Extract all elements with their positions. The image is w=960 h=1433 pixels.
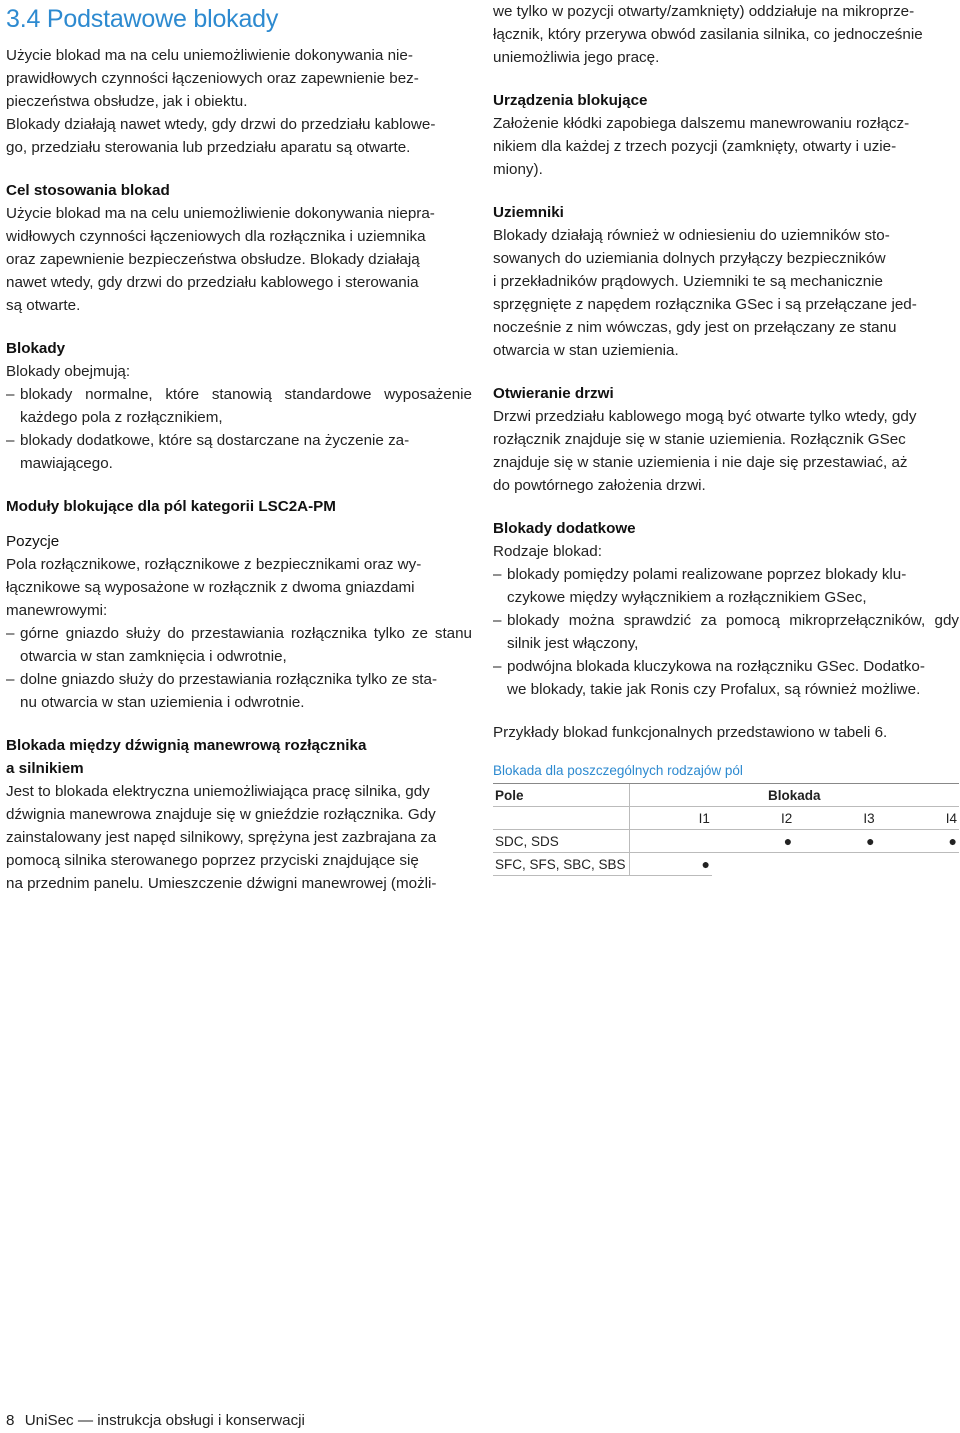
interlock-table [493,784,959,876]
footer-text: UniSec — instrukcja obsługi i konserwacji [24,1412,305,1429]
heading-moduly: Moduły blokujące dla pól kategorii LSC2A-PM [6,498,336,515]
table-caption: Blokada dla poszczególnych rodzajów pól [493,760,959,784]
heading-pozycje: Pozycje [6,533,60,550]
list-item: – blokady dodatkowe, które są dostarczane na życzenie za- mawiającego. [6,429,472,475]
table-subheader-row [493,807,959,830]
list-item: – blokady normalne, które stanowią standardowe wyposażenie każdego pola z rozłącznikiem, [6,383,472,429]
table-row [493,830,959,853]
row-label: SDC, SDS [493,830,629,853]
heading-urzadzenia: Urządzenia blokujące [493,92,648,109]
subcol-i3: I3 [794,807,876,830]
cell-dot [877,853,959,876]
heading-cel-stosowania: Cel stosowania blokad [6,182,170,199]
list-item: – podwójna blokada kluczykowa na rozłączniku GSec. Dodatko- we blokady, takie jak Ronis czy Profalux, są również możliwe. [493,655,959,701]
table-header-row [493,784,959,807]
subcol-i4: I4 [877,807,959,830]
table-row [493,853,959,876]
paragraph-blokady: Blokady obejmują: [6,363,131,380]
col-header-pole: Pole [493,784,629,807]
paragraph-urzadzenia: Założenie kłódki zapobiega dalszemu manewrowaniu rozłącz- nikiem dla każdej z trzech pozycji (zamknięty, otwarty i uzie- miony). [493,115,910,178]
paragraph-blokady-dodatkowe: Rodzaje blokad: [493,543,602,560]
cell-dot [712,853,794,876]
paragraph-pozycje: Pola rozłącznikowe, rozłącznikowe z bezpiecznikami oraz wy- łącznikowe są wyposażone w rozłącznik z dwoma gniazdami manewrowymi: [6,556,422,619]
page-number: 8 [6,1412,15,1429]
row-label: SFC, SFS, SBC, SBS [493,853,629,876]
cell-dot: ● [794,830,876,853]
heading-blokada-dzwignia: Blokada między dźwignią manewrową rozłącznika a silnikiem [6,737,367,777]
cell-dot: ● [629,853,712,876]
list-pozycje [6,622,472,714]
cell-dot: ● [877,830,959,853]
left-column [6,0,472,895]
subcol-i1: I1 [629,807,712,830]
paragraph-continuation: we tylko w pozycji otwarty/zamknięty) oddziałuje na mikroprze- łącznik, który przerywa obwód zasilania silnika, co jednocześnie uniemożliwia jego pracę. [493,3,923,66]
right-column [493,0,959,876]
intro-paragraph: Użycie blokad ma na celu uniemożliwienie dokonywania nie- prawidłowych czynności łączeniowych oraz zapewnienie bez- pieczeństwa obsłudze, jak i obiektu. Blokady działają nawet wtedy, gdy drzwi do przedziału kablowe- go, przedziału sterowania lub przedziału aparatu są otwarte. [6,47,436,156]
paragraph-uziemniki: Blokady działają również w odniesieniu do uziemników sto- sowanych do uziemiania dolnych przyłączy bezpieczników i przekładników prądowych. Uziemniki te są mechanicznie sprzęgnięte z napędem rozłącznika GSec i są przełączane jed- nocześnie z nim wówczas, gdy jest on przełączany ze stanu otwarcia w stan uziemienia. [493,227,917,359]
page-footer [6,1412,305,1429]
list-item: – blokady pomiędzy polami realizowane poprzez blokady klu- czykowe między wyłącznikiem a rozłącznikiem GSec, [493,563,959,609]
cell-dot [629,830,712,853]
heading-otwieranie-drzwi: Otwieranie drzwi [493,385,614,402]
heading-blokady: Blokady [6,340,66,357]
list-item: – górne gniazdo służy do przestawiania rozłącznika tylko ze stanu otwarcia w stan zamknięcia i odwrotnie, [6,622,472,668]
paragraph-blokada-dzwignia: Jest to blokada elektryczna uniemożliwiająca pracę silnika, gdy dźwignia manewrowa znajduje się w gnieździe rozłącznika. Gdy zainstalowany jest napęd silnikowy, sprężyna jest zazbrajana za pomocą silnika sterowanego poprzez przyciski znajdujące się na przednim panelu. Umieszczenie dźwigni manewrowej (możli- [6,783,437,892]
paragraph-otwieranie-drzwi: Drzwi przedziału kablowego mogą być otwarte tylko wtedy, gdy rozłącznik znajduje się w stanie uziemienia. Rozłącznik GSec znajduje się w stanie uziemienia i nie daje się przestawiać, aż do powtórnego założenia drzwi. [493,408,917,494]
list-item: – dolne gniazdo służy do przestawiania rozłącznika tylko ze sta- nu otwarcia w stan uziemienia i odwrotnie. [6,668,472,714]
subcol-i2: I2 [712,807,794,830]
heading-blokady-dodatkowe: Blokady dodatkowe [493,520,636,537]
list-blokady [6,383,472,475]
col-header-blokada: Blokada [629,784,959,807]
paragraph-przyklady: Przykłady blokad funkcjonalnych przedstawiono w tabeli 6. [493,724,888,741]
list-blokady-dodatkowe [493,563,959,701]
cell-dot: ● [712,830,794,853]
cell-dot [794,853,876,876]
list-item: – blokady można sprawdzić za pomocą mikroprzełączników, gdy silnik jest włączony, [493,609,959,655]
paragraph-cel-stosowania: Użycie blokad ma na celu uniemożliwienie dokonywania niepra- widłowych czynności łączeniowych dla rozłącznika i uziemnika oraz zapewnienie bezpieczeństwa obsłudze. Blokady działają nawet wtedy, gdy drzwi do przedziału kablowego i sterowania są otwarte. [6,205,435,314]
section-title: 3.4 Podstawowe blokady [6,5,279,33]
heading-uziemniki: Uziemniki [493,204,564,221]
